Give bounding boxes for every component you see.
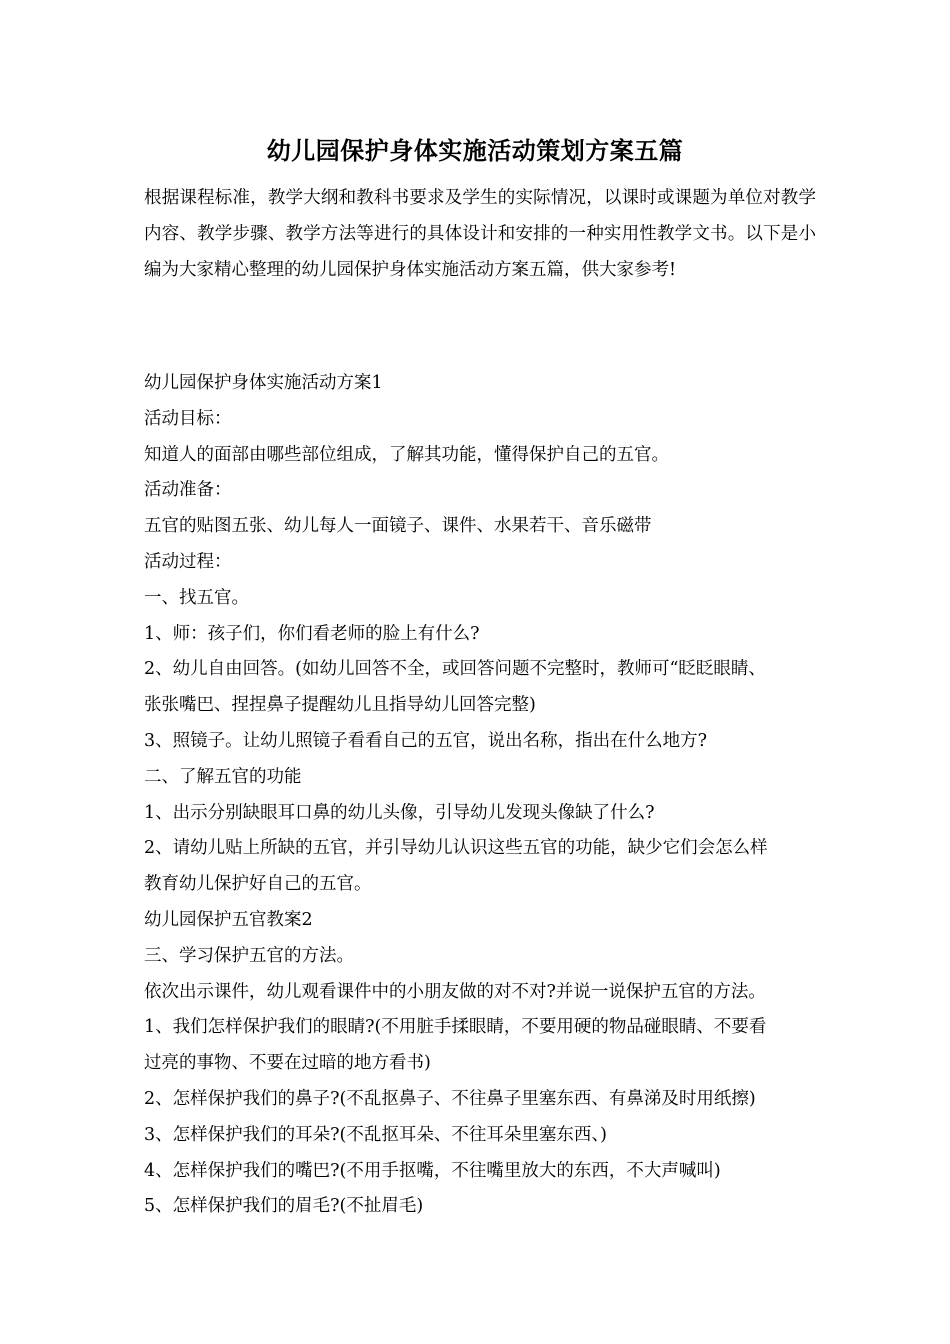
text-line: 依次出示课件，幼儿观看课件中的小朋友做的对不对?并说一说保护五官的方法。 [144, 981, 766, 1002]
text-line: 幼儿园保护身体实施活动方案1 [144, 373, 383, 393]
document-title: 幼儿园保护身体实施活动策划方案五篇 [266, 136, 684, 165]
intro-paragraph: 根据课程标准，教学大纲和教科书要求及学生的实际情况，以课时或课题为单位对教学内容、教学步骤、教学方法等进行的具体设计和安排的一种实用性教学文书。以下是小编为大家精心整理的幼儿园保护身体实施活动方案五篇，供大家参考! [144, 188, 816, 280]
text-line: 幼儿园保护五官教案2 [144, 909, 313, 930]
text-line: 活动准备： [144, 480, 232, 501]
text-line: 3、照镜子。让幼儿照镜子看看自己的五官，说出名称，指出在什么地方? [144, 730, 708, 751]
text-line: 4、怎样保护我们的嘴巴?(不用手抠嘴，不往嘴里放大的东西，不大声喊叫) [144, 1160, 721, 1181]
text-line: 1、师：孩子们，你们看老师的脸上有什么? [144, 623, 480, 644]
text-line: 五官的贴图五张、幼儿每人一面镜子、课件、水果若干、音乐磁带 [144, 516, 652, 537]
text-line: 2、请幼儿贴上所缺的五官，并引导幼儿认识这些五官的功能，缺少它们会怎么样 [144, 838, 768, 859]
text-line: 3、怎样保护我们的耳朵?(不乱抠耳朵、不往耳朵里塞东西、) [144, 1124, 607, 1145]
text-line: 2、怎样保护我们的鼻子?(不乱抠鼻子、不往鼻子里塞东西、有鼻涕及时用纸擦) [144, 1088, 756, 1109]
text-line: 活动过程： [144, 551, 232, 572]
text-line: 二、了解五官的功能 [144, 766, 302, 787]
text-line: 5、怎样保护我们的眉毛?(不扯眉毛) [144, 1196, 424, 1217]
text-line: 一、找五官。 [144, 587, 249, 608]
text-line: 活动目标： [144, 408, 232, 429]
text-line: 1、出示分别缺眼耳口鼻的幼儿头像，引导幼儿发现头像缺了什么? [144, 802, 655, 823]
text-line: 知道人的面部由哪些部位组成，了解其功能，懂得保护自己的五官。 [144, 444, 669, 465]
body-text [144, 366, 824, 1225]
text-line: 1、我们怎样保护我们的眼睛?(不用脏手揉眼睛，不要用硬的物品碰眼睛、不要看 [144, 1017, 767, 1038]
text-line: 三、学习保护五官的方法。 [144, 945, 354, 966]
text-line: 过亮的事物、不要在过暗的地方看书) [144, 1053, 431, 1074]
text-line: 张张嘴巴、捏捏鼻子提醒幼儿且指导幼儿回答完整) [144, 695, 536, 716]
text-line: 教育幼儿保护好自己的五官。 [144, 874, 372, 895]
text-line: 2、幼儿自由回答。(如幼儿回答不全，或回答问题不完整时，教师可“眨眨眼睛、 [144, 659, 766, 680]
